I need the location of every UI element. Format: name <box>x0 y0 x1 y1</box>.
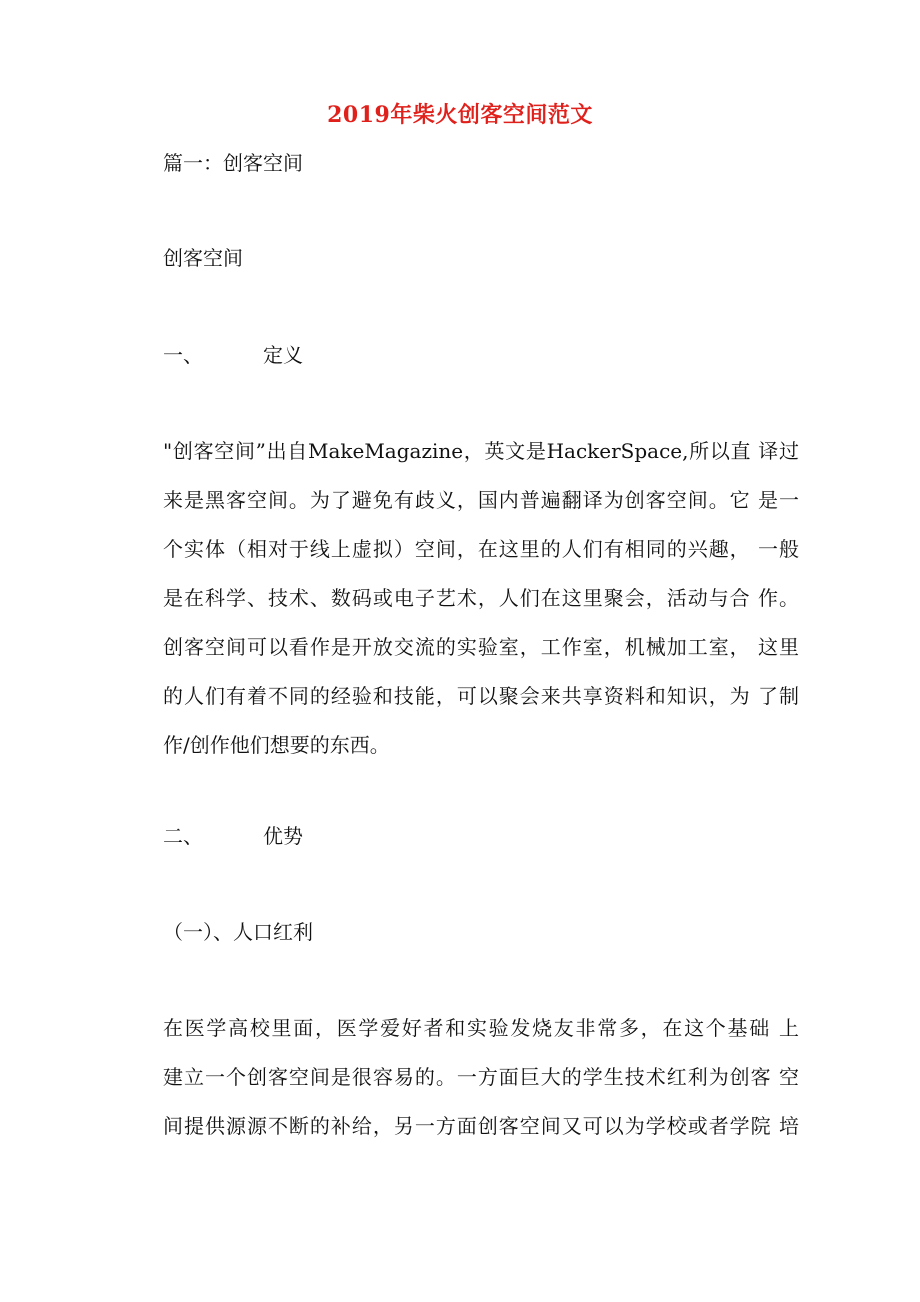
paragraph-line: 是在科学、技术、数码或电子艺术，人们在这里聚会，活动与合 作。 <box>163 586 799 610</box>
paragraph-definition <box>163 427 799 770</box>
paragraph-line: 创客空间可以看作是开放交流的实验室，工作室，机械加工室， 这里 <box>163 635 799 659</box>
heading: 创客空间 <box>163 246 243 270</box>
paragraph-line: 作/创作他们想要的东西。 <box>163 733 390 757</box>
paragraph-line: "创客空间”出自MakeMagazine，英文是HackerSpace,所以直 译过 <box>163 439 799 463</box>
heading-1-text: 定义 <box>263 343 303 367</box>
paragraph-line: 在医学高校里面，医学爱好者和实验发烧友非常多，在这个基础 上 <box>163 1016 799 1040</box>
heading-2-number: 二、 <box>163 824 203 848</box>
paragraph-line: 来是黑客空间。为了避免有歧义，国内普遍翻译为创客空间。它 是一 <box>163 488 799 512</box>
paragraph-advantage <box>163 1004 799 1151</box>
paragraph-line: 间提供源源不断的补给，另一方面创客空间又可以为学校或者学院 培 <box>163 1114 799 1138</box>
heading-1 <box>163 341 303 369</box>
section-label: 篇一：创客空间 <box>163 151 303 175</box>
document-title: 2019年柴火创客空间范文 <box>327 102 593 128</box>
heading-2-text: 优势 <box>263 824 303 848</box>
subheading-1: （一）、人口红利 <box>163 920 313 944</box>
heading-2 <box>163 822 303 850</box>
paragraph-line: 个实体（相对于线上虚拟）空间，在这里的人们有相同的兴趣， 一般 <box>163 537 799 561</box>
paragraph-line: 的人们有着不同的经验和技能，可以聚会来共享资料和知识，为 了制 <box>163 684 799 708</box>
paragraph-line: 建立一个创客空间是很容易的。一方面巨大的学生技术红利为创客 空 <box>163 1065 799 1089</box>
heading-1-number: 一、 <box>163 343 203 367</box>
